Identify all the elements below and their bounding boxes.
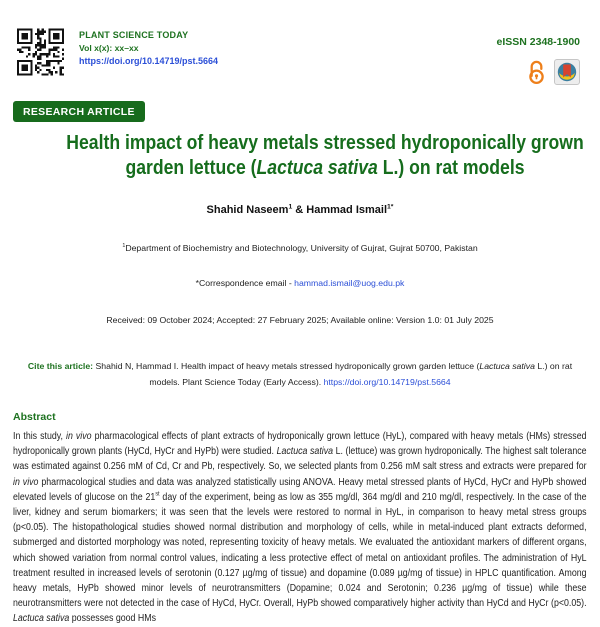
citation-block: Cite this article: Shahid N, Hammad I. Health impact of heavy metals stressed hydroponically grown garden lettuce (Lactuca sativa L.) on rat models. Plant Science Today (Early Access). https://doi.org/10.14719/pst.5664 bbox=[27, 361, 573, 387]
affiliation-line: $^1$Department of Biochemistry and Biotechnology, University of Gujrat, Gujrat 50700, Pakistan bbox=[122, 243, 478, 253]
abstract-text: In this study, in vivo pharmacological effects of plant extracts of hydroponically grown lettuce (HyL), compared with heavy metals (HMs) stressed hydroponically grown plants (HyCd, HyCr and HyPb) were studied. Lactuca sativa L. (lettuce) was grown hydroponically. The highest salt tolerance was estimated against 0.256 mM of Cd, Cr and Pb, respectively. So, we selected plants from 0.256 mM salt stress and extracts were prepared for in vivo pharmacological studies and data was analyzed statistically using ANOVA. Heavy metal stressed plants of HyCd, HyCr and HyPb showed elevated levels of glucose on the 21st day of the experiment, being as low as 355 mg/dl, 364 mg/dl and 210 mg/dl, respectively. In the case of the liver, kidney and serum biomarkers; it was seen that the levels were restored to normal in HyL, in comparison to heavy metal stress groups (p<0.05). The histopathological studies showed normal distribution and morphology of cells, while in metal-induced plant extracts deformed, submerged and distorted morphology was noted, representing toxicity of heavy metals. We evaluated the antioxidant markers of different organs, which showed variation from normal control values, indicating a less protective effect of metal on antioxidant profiles. The administration of HyL treatment resulted in increased levels of serotonin (0.127 µg/mg of tissue) and dopamine (0.089 µg/mg of tissue) in HPLC quantification. Among heavy metals, HyPb showed minor levels of neurotransmitters (Dopamine; 0.024 and Serotonin; 0.236 µg/mg of tissue) while these neurotransmitters were not detected in the case of HyCd, HyCr. Overall, HyPb showed comparatively higher activity than HyCd and HyCr (p<0.05). Lactuca sativa possesses good HMs bbox=[13, 431, 587, 625]
header-right bbox=[497, 28, 580, 85]
open-access-padlock-icon bbox=[526, 58, 547, 85]
journal-info bbox=[79, 28, 218, 76]
title-wrap bbox=[0, 131, 600, 181]
abstract-heading: Abstract bbox=[13, 411, 56, 423]
volume-issue: Vol x(x): xx–xx bbox=[79, 43, 139, 53]
crossmark-check-for-updates-icon[interactable] bbox=[554, 59, 580, 85]
journal-doi-link[interactable]: https://doi.org/10.14719/pst.5664 bbox=[79, 56, 219, 66]
article-title: Health impact of heavy metals stressed hydroponically grown garden lettuce (Lactuca sativa L.) on rat models bbox=[66, 132, 584, 179]
dates-line: Received: 09 October 2024; Accepted: 27 February 2025; Available online: Version 1.0: 01 July 2025 bbox=[106, 315, 494, 325]
journal-name: PLANT SCIENCE TODAY bbox=[79, 30, 189, 40]
eissn-label: eISSN 2348-1900 bbox=[496, 36, 580, 48]
page-header bbox=[0, 0, 600, 85]
header-left bbox=[17, 28, 218, 76]
correspondence-line: *Correspondence email - hammad.ismail@uog.edu.pk bbox=[195, 278, 405, 288]
research-article-badge: RESEARCH ARTICLE bbox=[13, 101, 145, 122]
qr-code-icon bbox=[17, 28, 64, 76]
authors-line: Shahid Naseem$^1$ & Hammad Ismail$^{1*}$ bbox=[206, 203, 394, 216]
header-icons bbox=[526, 58, 580, 85]
